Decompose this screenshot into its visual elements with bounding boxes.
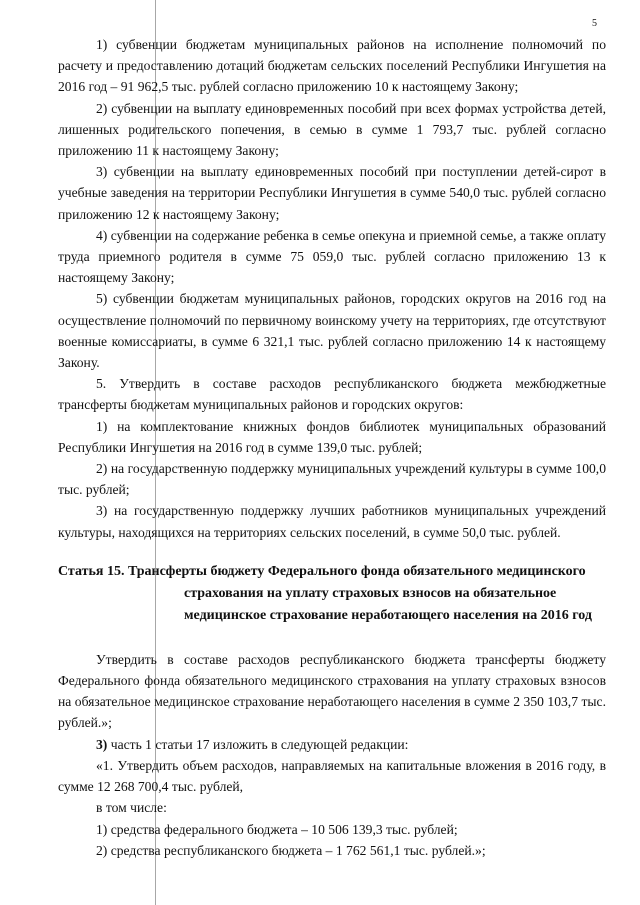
paragraph-subvention-1: 1) субвенции бюджетам муниципальных районов на исполнение полномочий по расчету и предоставлению дотаций бюджетам сельских поселений Республики Ингушетия на 2016 год – 91 962,5 тыс. рублей согласно приложению 10 к настоящему Закону; [58,37,606,95]
part-3-text: часть 1 статьи 17 изложить в следующей редакции: [107,736,409,752]
paragraph-subvention-5: 5) субвенции бюджетам муниципальных районов, городских округов на 2016 год на осуществление полномочий по первичному воинскому учету на территориях, где отсутствуют военные комиссариаты, в сумме 6 321,1 тыс. рублей согласно приложению 14 к настоящему Закону. [58,291,606,371]
paragraph-subvention-2: 2) субвенции на выплату единовременных пособий при всех формах устройства детей, лишенных родительского попечения, в семью в сумме 1 793,7 тыс. рублей согласно приложению 11 к настоящему Закону; [58,100,606,159]
spacer [58,627,606,649]
paragraph-subvention-3: 3) субвенции на выплату единовременных пособий при поступлении детей-сирот в учебные заведения на территории Республики Ингушетия в сумме 540,0 тыс. рублей согласно приложению 12 к настоящему Закону; [58,164,606,222]
paragraph-transfer-2: 2) на государственную поддержку муниципальных учреждений культуры в сумме 100,0 тыс. рублей; [58,461,606,498]
paragraph-item-5: 5. Утвердить в составе расходов республиканского бюджета межбюджетные трансферты бюджетам муниципальных районов и городских округов: [58,376,606,413]
paragraph-subvention-4: 4) субвенции на содержание ребенка в семье опекуна и приемной семье, а также оплату труда приемного родителя в сумме 75 059,0 тыс. рублей согласно приложению 13 к настоящему Закону; [58,227,606,286]
republic-funds-line: 2) средства республиканского бюджета – 1 762 561,1 тыс. рублей.»; [96,842,486,858]
document-body [58,34,606,861]
paragraph-transfer-1: 1) на комплектование книжных фондов библиотек муниципальных образований Республики Ингушетия на 2016 год в сумме 139,0 тыс. рублей; [58,418,606,455]
article-15-paragraph: Утвердить в составе расходов республиканского бюджета трансферты бюджету Федерального фонда обязательного медицинского страхования на уплату страховых взносов на обязательное медицинское страхование неработающего населения в сумме 2 350 103,7 тыс. рублей.»; [58,651,606,731]
page-number: 5 [592,18,597,29]
including-label: в том числе: [96,800,167,816]
article-15-heading: Статья 15. Трансферты бюджету Федерального фонда обязательного медицинского страхования на уплату страховых взносов на обязательное медицинское страхование неработающего населения на 2016 год [58,563,592,623]
federal-funds-line: 1) средства федерального бюджета – 10 506 139,3 тыс. рублей; [96,821,458,837]
part-3-paragraph [58,734,606,755]
part-3-number: 3) [96,736,108,752]
paragraph-transfer-3: 3) на государственную поддержку лучших работников муниципальных учреждений культуры, находящихся на территориях сельских поселений, в сумме 50,0 тыс. рублей. [58,503,606,540]
capital-investment-paragraph: «1. Утвердить объем расходов, направляемых на капитальные вложения в 2016 году, в сумме 12 268 700,4 тыс. рублей, [58,757,606,795]
